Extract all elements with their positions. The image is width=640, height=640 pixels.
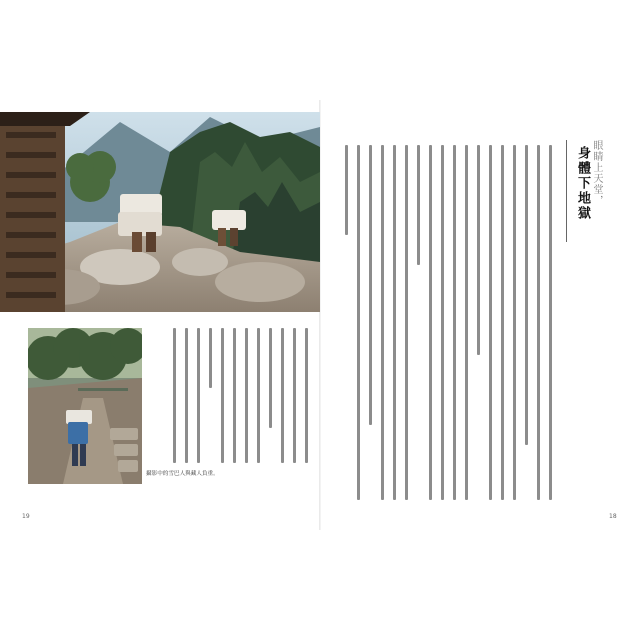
porter-trail-photo-icon bbox=[28, 328, 142, 484]
text-column bbox=[489, 145, 492, 500]
title-line-2: 身體下地獄 bbox=[575, 146, 590, 221]
text-column bbox=[393, 145, 396, 500]
title-line-1: 眼睛上天堂， bbox=[591, 140, 602, 206]
text-column bbox=[405, 145, 408, 500]
text-column bbox=[269, 328, 272, 428]
text-column bbox=[209, 328, 212, 388]
body-text-left bbox=[158, 328, 308, 463]
text-column bbox=[453, 145, 456, 500]
photo-caption: 攝影中的雪巴人與藏人負重。 bbox=[146, 471, 219, 477]
text-column bbox=[501, 145, 504, 500]
page-number-left: 19 bbox=[22, 513, 30, 520]
text-column bbox=[173, 328, 176, 463]
text-column bbox=[417, 145, 420, 265]
text-column bbox=[429, 145, 432, 500]
text-column bbox=[513, 145, 516, 500]
text-column bbox=[381, 145, 384, 500]
chapter-title bbox=[566, 140, 605, 242]
text-column bbox=[245, 328, 248, 463]
text-column bbox=[293, 328, 296, 463]
text-column bbox=[305, 328, 308, 463]
text-column bbox=[477, 145, 480, 355]
text-column bbox=[185, 328, 188, 463]
text-column bbox=[281, 328, 284, 463]
text-column bbox=[537, 145, 540, 500]
page-number-right: 18 bbox=[609, 513, 617, 520]
text-column bbox=[233, 328, 236, 463]
text-column bbox=[197, 328, 200, 463]
text-column bbox=[221, 328, 224, 463]
text-column bbox=[465, 145, 468, 500]
text-column bbox=[549, 145, 552, 500]
body-text-right bbox=[342, 145, 552, 500]
text-column bbox=[357, 145, 360, 500]
text-column bbox=[369, 145, 372, 425]
text-column bbox=[525, 145, 528, 445]
mountain-porters-photo-icon bbox=[0, 112, 320, 312]
text-column bbox=[441, 145, 444, 500]
text-column bbox=[345, 145, 348, 235]
text-column bbox=[257, 328, 260, 463]
